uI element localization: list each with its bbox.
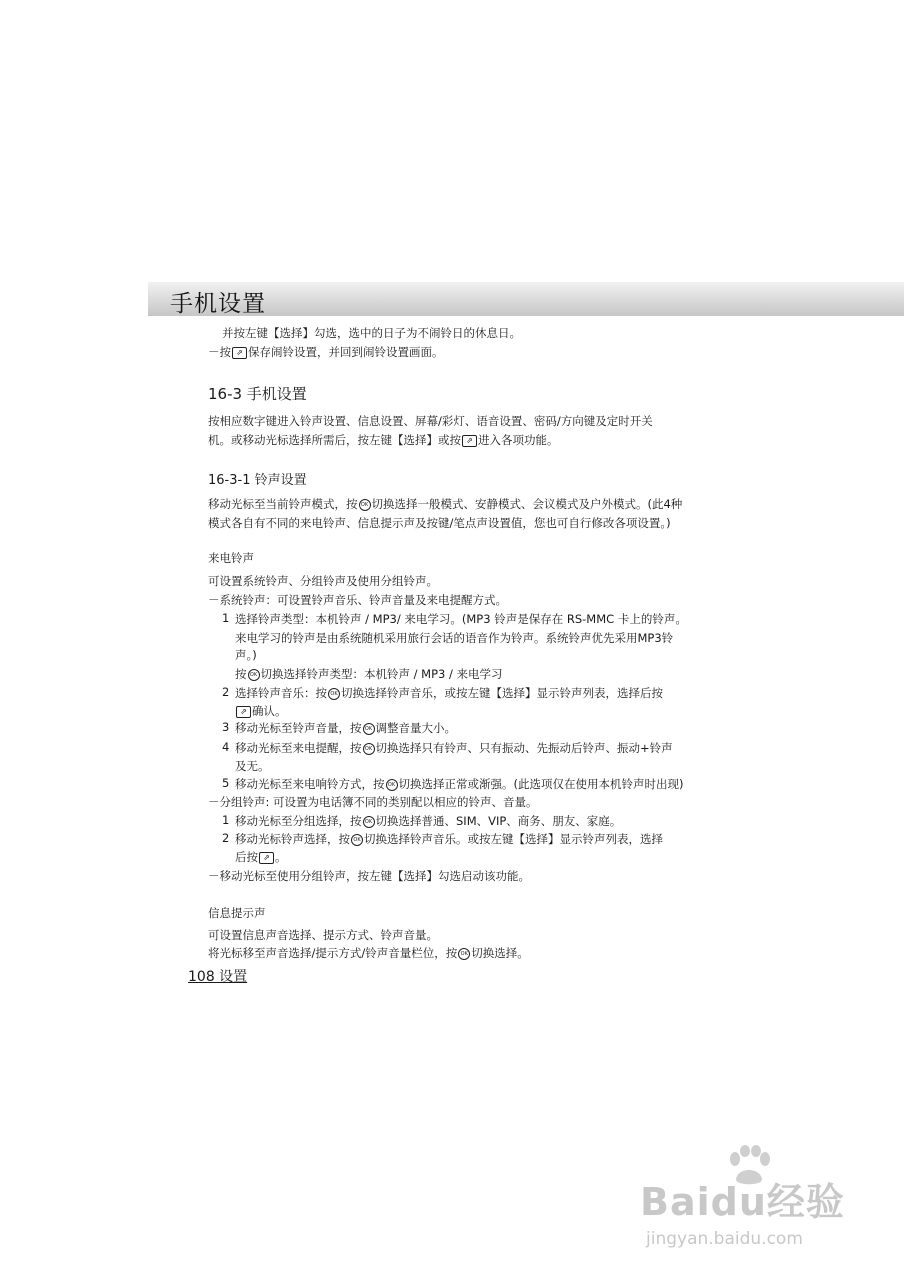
message-tone-line-1: 可设置信息声音选择、提示方式、铃声音量。: [208, 928, 438, 942]
watermark-logo: Baidu经验: [640, 1180, 845, 1224]
group-item-1: 移动光标至分组选择，按 OK 切换选择普通、SIM、VIP、商务、朋友、家庭。: [235, 814, 622, 828]
section-16-3-line-2: 机。或移动光标选择所需后，按左键【选择】或按 ⇗ 进入各项功能。: [208, 433, 559, 447]
item-2-line-b: ⇗ 确认。: [235, 703, 287, 719]
item-1-line-a: 选择铃声类型：本机铃声 / MP3/ 来电学习。(MP3 铃声是保存在 RS-MMC 卡上的铃声。: [235, 612, 687, 626]
ok-key-icon: OK: [248, 669, 260, 681]
ok-key-icon: OK: [363, 743, 375, 755]
item-5-line-a: 移动光标至来电响铃方式，按 OK 切换选择正常或渐强。(此选项仅在使用本机铃声时出现): [235, 777, 684, 791]
item-4-line-a: 移动光标至来电提醒，按 OK 切换选择只有铃声、只有振动、先振动后铃声、振动+铃声: [235, 741, 673, 755]
item-number: 1: [222, 611, 230, 625]
ok-key-icon: OK: [458, 948, 470, 960]
message-tone-line-2: 将光标移至声音选择/提示方式/铃声音量栏位，按 OK 切换选择。: [208, 946, 529, 960]
item-4-line-b: 及无。: [235, 759, 270, 773]
soft-key-icon: ⇗: [462, 435, 477, 447]
page-title: 手机设置: [170, 291, 266, 317]
item-1-line-d: 按 OK 切换选择铃声类型：本机铃声 / MP3 / 来电学习: [235, 667, 503, 681]
item-1-line-c: 声。): [235, 648, 257, 662]
ok-key-icon: OK: [363, 723, 375, 735]
section-16-3-line-1: 按相应数字键进入铃声设置、信息设置、屏幕/彩灯、语音设置、密码/方向键及定时开关: [208, 414, 653, 428]
ok-key-icon: OK: [328, 688, 340, 700]
watermark-url: jingyan.baidu.com: [646, 1229, 803, 1249]
soft-key-icon: ⇗: [232, 347, 247, 359]
item-number: 3: [222, 720, 230, 734]
item-2-line-a: 选择铃声音乐：按 OK 切换选择铃声音乐，或按左键【选择】显示铃声列表，选择后按: [235, 686, 663, 700]
soft-key-icon: ⇗: [236, 706, 251, 718]
item-number: 2: [222, 831, 230, 845]
incoming-ring-line-1: 可设置系统铃声、分组铃声及使用分组铃声。: [208, 574, 438, 588]
use-group-ring-line: －移动光标至使用分组铃声，按左键【选择】勾选启动该功能。: [208, 869, 530, 883]
item-number: 5: [222, 776, 230, 790]
section-title-16-3-1: 16-3-1 铃声设置: [208, 473, 307, 488]
item-number: 2: [222, 685, 230, 699]
item-3-line-a: 移动光标至铃声音量，按 OK 调整音量大小。: [235, 721, 456, 735]
section-16-3-1-line-1: 移动光标至当前铃声模式，按 OK 切换选择一般模式、安静模式、会议模式及户外模式。(此4种: [208, 497, 683, 511]
section-title-16-3: 16-3 手机设置: [208, 385, 307, 403]
ok-key-icon: OK: [363, 816, 375, 828]
soft-key-icon: ⇗: [259, 852, 274, 864]
baidu-watermark: [640, 1145, 860, 1255]
section-16-3-1-line-2: 模式各自有不同的来电铃声、信息提示声及按键/笔点声设置值，您也可自行修改各项设置。): [208, 516, 671, 530]
group-item-2-line-b: 后按 ⇗ 。: [235, 850, 287, 864]
item-number: 4: [222, 740, 230, 754]
group-item-2-line-a: 移动光标铃声选择，按 OK 切换选择铃声音乐。或按左键【选择】显示铃声列表，选择: [235, 832, 663, 846]
group-ring-line: －分组铃声: 可设置为电话簿不同的类别配以相应的铃声、音量。: [208, 795, 538, 809]
ok-key-icon: OK: [386, 779, 398, 791]
ok-key-icon: OK: [359, 499, 371, 511]
item-number: 1: [222, 813, 230, 827]
ok-key-icon: OK: [351, 834, 363, 846]
intro-line-2: －按 ⇗ 保存闹铃设置，并回到闹铃设置画面。: [208, 345, 444, 359]
item-1-line-b: 来电学习的铃声是由系统随机采用旅行会话的语音作为铃声。系统铃声优先采用MP3铃: [235, 631, 674, 645]
message-tone-heading: 信息提示声: [208, 906, 266, 920]
incoming-ring-heading: 来电铃声: [208, 551, 254, 565]
intro-line-1: 并按左键【选择】勾选，选中的日子为不闹铃日的休息日。: [222, 326, 521, 340]
page-footer: 108 设置: [188, 969, 248, 985]
incoming-ring-line-2: －系统铃声：可设置铃声音乐、铃声音量及来电提醒方式。: [208, 593, 507, 607]
